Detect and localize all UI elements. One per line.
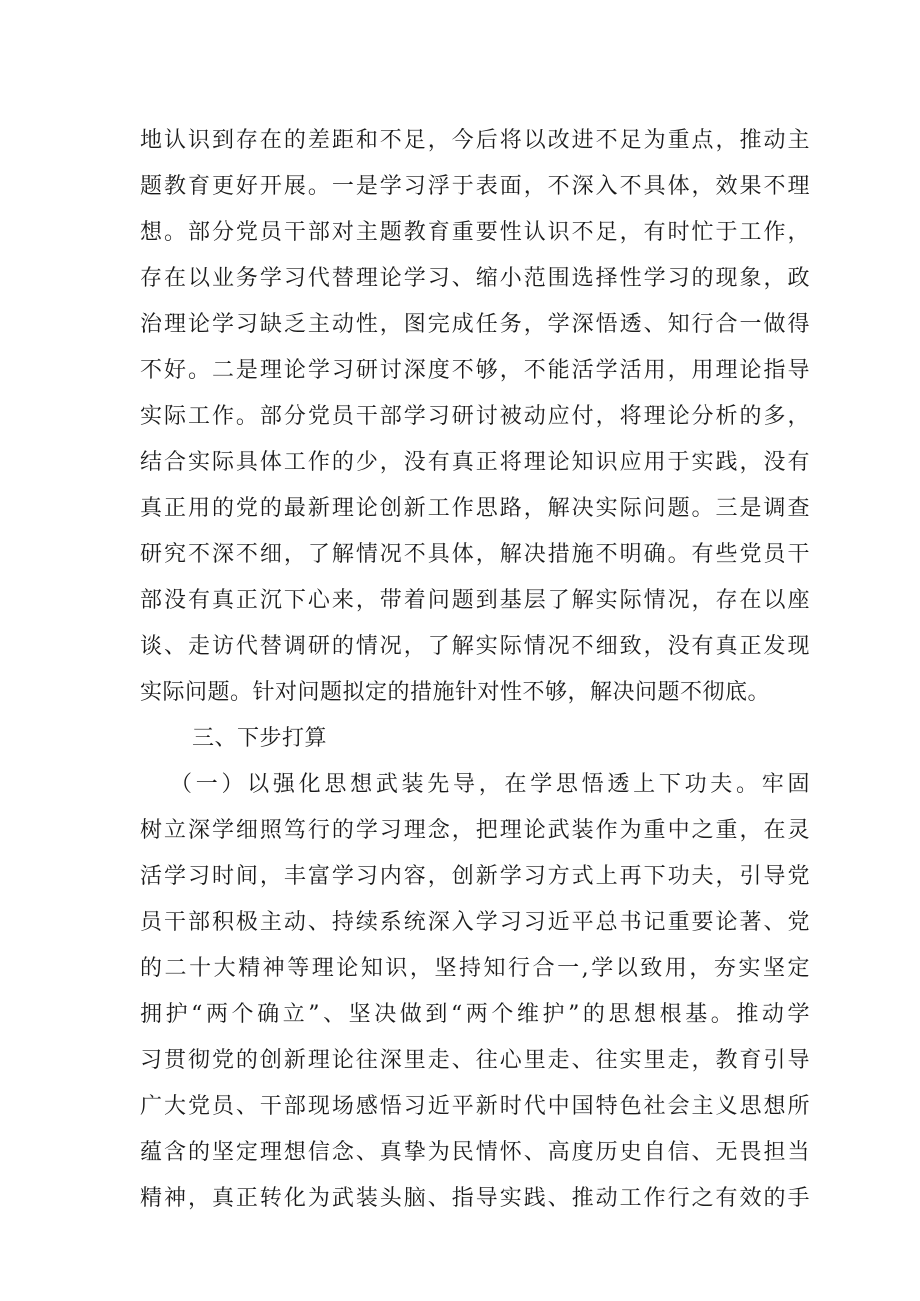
text-line: 蕴含的坚定理想信念、真挚为民情怀、高度历史自信、无畏担当	[140, 1140, 810, 1165]
text-line: 想。部分党员干部对主题教育重要性认识不足，有时忙于工作，	[140, 220, 810, 245]
text-line: 题教育更好开展。一是学习浮于表面，不深入不具体，效果不理	[140, 174, 810, 199]
text-line: 的二十大精神等理论知识，坚持知行合一,学以致用，夯实坚定	[140, 956, 810, 981]
text-line: 树立深学细照笃行的学习理念，把理论武装作为重中之重，在灵	[140, 818, 810, 843]
text-line: 精神，真正转化为武装头脑、指导实践、推动工作行之有效的手	[140, 1186, 810, 1211]
text-line: 部没有真正沉下心来，带着问题到基层了解实际情况，存在以座	[140, 588, 810, 613]
text-line: 广大党员、干部现场感悟习近平新时代中国特色社会主义思想所	[140, 1094, 810, 1119]
subsection-lead-line: （一）以强化思想武装先导，在学思悟透上下功夫。牢固	[170, 772, 810, 797]
text-line: 实际问题。针对问题拟定的措施针对性不够，解决问题不彻底。	[140, 680, 771, 705]
text-line: 研究不深不细，了解情况不具体，解决措施不明确。有些党员干	[140, 542, 810, 567]
text-line: 结合实际具体工作的少，没有真正将理论知识应用于实践，没有	[140, 450, 810, 475]
text-line: 地认识到存在的差距和不足，今后将以改进不足为重点，推动主	[140, 128, 810, 153]
text-line: 不好。二是理论学习研讨深度不够，不能活学活用，用理论指导	[140, 358, 810, 383]
text-line: 真正用的党的最新理论创新工作思路，解决实际问题。三是调查	[140, 496, 810, 521]
text-line: 存在以业务学习代替理论学习、缩小范围选择性学习的现象，政	[140, 266, 810, 291]
section-heading: 三、下步打算	[192, 726, 328, 751]
text-line: 习贯彻党的创新理论往深里走、往心里走、往实里走，教育引导	[140, 1048, 810, 1073]
text-line: 治理论学习缺乏主动性，图完成任务，学深悟透、知行合一做得	[140, 312, 810, 337]
text-line: 实际工作。部分党员干部学习研讨被动应付，将理论分析的多，	[140, 404, 810, 429]
text-line: 谈、走访代替调研的情况，了解实际情况不细致，没有真正发现	[140, 634, 810, 659]
text-line: 活学习时间，丰富学习内容，创新学习方式上再下功夫，引导党	[140, 864, 810, 889]
body-text	[140, 118, 810, 1222]
text-line: 拥护“两个确立”、坚决做到“两个维护”的思想根基。推动学	[140, 1002, 810, 1027]
text-line: 员干部积极主动、持续系统深入学习习近平总书记重要论著、党	[140, 910, 810, 935]
